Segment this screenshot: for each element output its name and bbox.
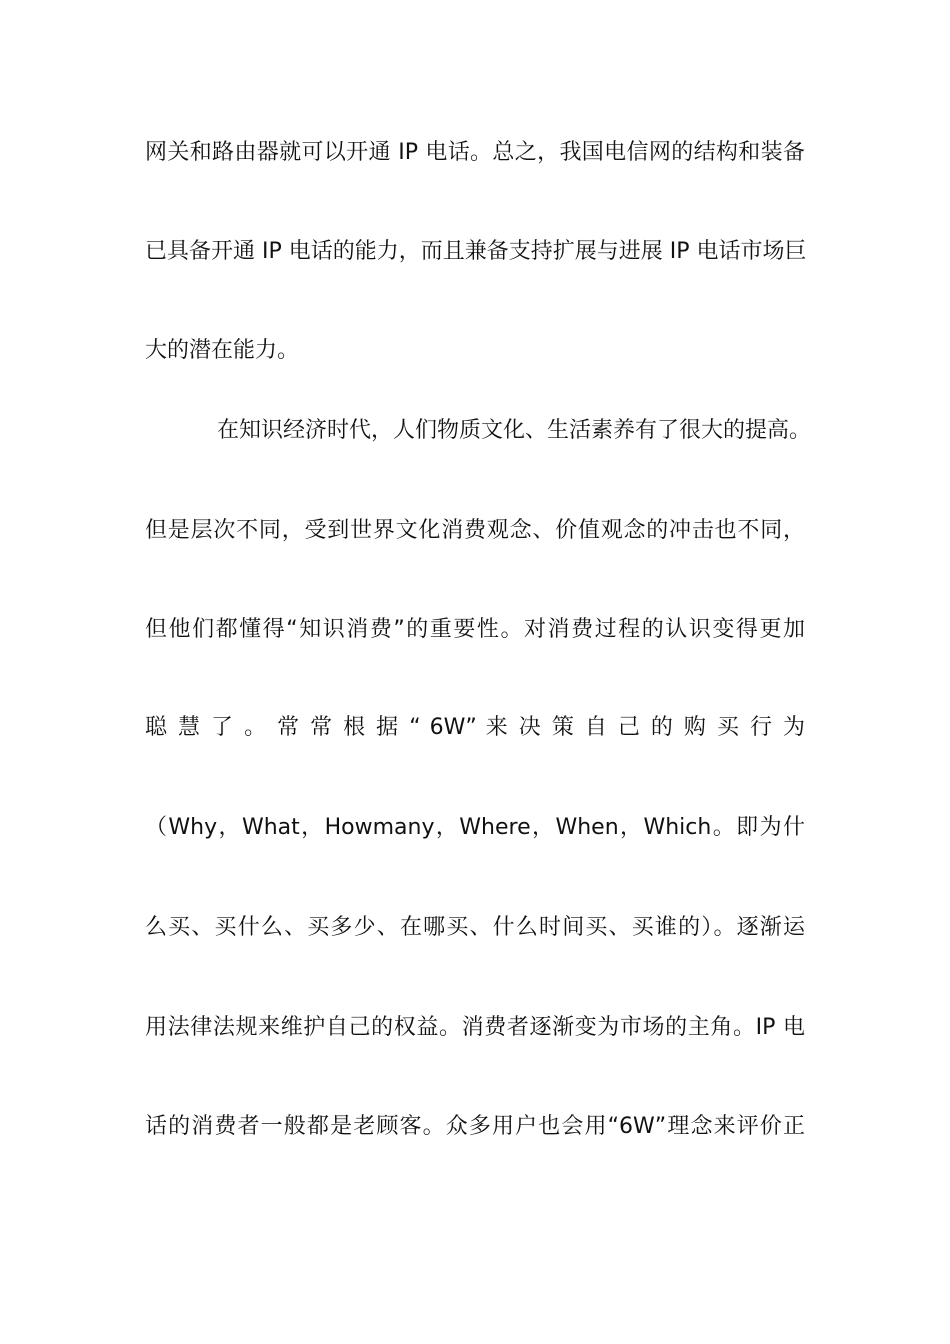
text-line-4: 在知识经济时代，人们物质文化、生活素养有了很大的提高。 [217, 418, 812, 443]
text-line-11: 话的消费者一般都是老顾客。众多用户也会用“6W”理念来评价正 [145, 1114, 805, 1139]
text-line-2: 已具备开通 IP 电话的能力，而且兼备支持扩展与进展 IP 电话市场巨 [145, 239, 807, 264]
text-line-6: 但他们都懂得“知识消费”的重要性。对消费过程的认识变得更加 [145, 617, 805, 642]
text-line-7: 聪 慧 了 。 常 常 根 据 “ 6W” 来 决 策 自 己 的 购 买 行 为 [145, 715, 805, 740]
text-line-8: （Why，What，Howmany，Where，When，Which。即为什 [145, 815, 805, 840]
text-line-5: 但是层次不同，受到世界文化消费观念、价值观念的冲击也不同， [145, 518, 805, 543]
text-line-3: 大的潜在能力。 [145, 338, 300, 363]
text-line-9: 么买、买什么、买多少、在哪买、什么时间买、买谁的）。逐渐运 [145, 915, 805, 940]
text-line-1: 网关和路由器就可以开通 IP 电话。总之，我国电信网的结构和装备 [145, 140, 805, 165]
text-line-10: 用法律法规来维护自己的权益。消费者逐渐变为市场的主角。IP 电 [145, 1015, 805, 1040]
